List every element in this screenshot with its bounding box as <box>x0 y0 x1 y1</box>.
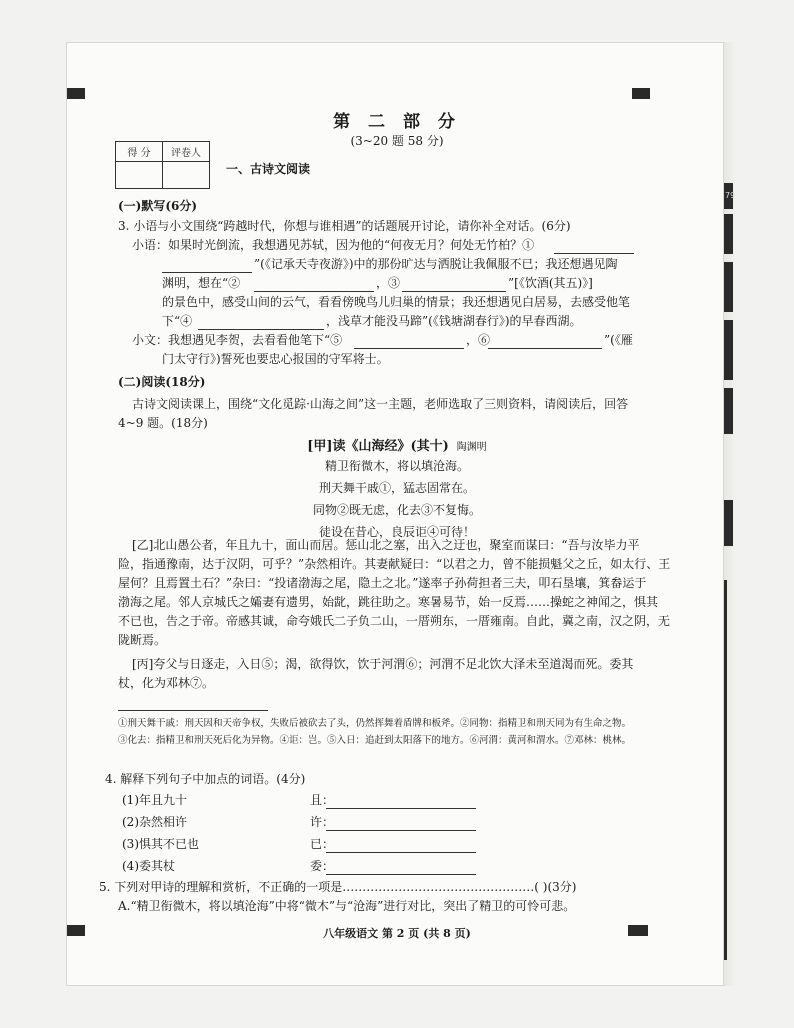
dialogue-line: ，⑥ <box>466 333 491 347</box>
score-box <box>115 141 210 189</box>
dialogue-line: 的景色中，感受山间的云气，看看傍晚鸟儿归巢的情景；我还想遇见白居易，去感受他笔 <box>162 295 631 309</box>
dialogue-line: 下“④ <box>162 314 193 328</box>
edge-tab <box>724 580 727 960</box>
poem-body <box>0 455 794 543</box>
q4-blank-3[interactable] <box>326 839 476 853</box>
q4-word: 许： <box>310 815 335 829</box>
poem-line: 精卫衔微木，将以填沧海。 <box>324 459 469 473</box>
answer-blank-3[interactable] <box>402 278 506 292</box>
dialogue-line: 渊明，想在“② <box>162 276 241 290</box>
passage-line: [丙]夸父与日逐走，入日⑤；渴，欲得饮，饮于河渭⑥；河渭不足北饮大泽未至道渴而死。委其 <box>132 657 634 671</box>
dialogue-line: ”(《记承天寺夜游》)中的那份旷达与洒脱让我佩服不已；我还想遇见陶 <box>254 257 618 271</box>
part-title: (一)默写(6分) <box>118 199 198 213</box>
page-subtitle: (3~20 题 58 分) <box>350 134 444 148</box>
part-title: (二)阅读(18分) <box>118 375 206 389</box>
footnote-rule <box>118 710 268 711</box>
q4-blank-2[interactable] <box>326 817 476 831</box>
q5-option-a: A.“精卫衔微木，将以填沧海”中将“微木”与“沧海”进行对比，突出了精卫的可怜可悲。 <box>118 899 576 913</box>
q4-sentence: (4)委其杖 <box>122 859 175 873</box>
registration-mark-top-left <box>67 88 85 99</box>
poem-title <box>0 435 794 454</box>
dialogue-line: 小文：我想遇见李贺，去看看他笔下“⑤ <box>132 333 343 347</box>
reading-intro: 4~9 题。(18分) <box>118 416 208 430</box>
passage-line: 陇断焉。 <box>118 633 167 647</box>
poem-title-text: [甲]读《山海经》(其十) <box>307 439 449 454</box>
q4-sentence: (1)年且九十 <box>122 793 187 807</box>
poem-line: 刑天舞干戚①，猛志固常在。 <box>318 481 475 495</box>
page-title: 第 二 部 分 <box>333 112 461 132</box>
dialogue-line: 小语：如果时光倒流，我想遇见苏轼，因为他的“何夜无月？何处无竹柏？① <box>132 238 535 252</box>
question-5-stem: 5. 下列对甲诗的理解和赏析，不正确的一项是…………………………………………( )(3分) <box>99 880 577 894</box>
dialogue-line: ”(《雁 <box>604 333 633 347</box>
answer-blank-1-cont[interactable] <box>162 259 252 273</box>
reading-intro: 古诗文阅读课上，围绕“文化觅踪·山海之间”这一主题，老师选取了三则资料，请阅读后，回答 <box>132 397 629 411</box>
passage-line: 杖，化为邓林⑦。 <box>118 676 215 690</box>
passage-line: [乙]北山愚公者，年且九十，面山而居。惩山北之塞，出入之迂也，聚室而谋曰：“吾与汝毕力平 <box>132 538 640 552</box>
grader-label: 评卷人 <box>163 142 210 162</box>
page-footer: 八年级语文 第 2 页 (共 8 页) <box>323 927 471 940</box>
answer-blank-2[interactable] <box>254 278 374 292</box>
edge-tab <box>724 320 733 380</box>
grader-cell[interactable] <box>163 162 210 189</box>
dialogue-line: ，浅草才能没马蹄”(《钱塘湖春行》)的早春西湖。 <box>326 314 582 328</box>
q4-sentence: (3)惧其不已也 <box>122 837 199 851</box>
dialogue-line: ”[《饮酒(其五)》] <box>508 276 593 290</box>
poem-author: 陶渊明 <box>456 442 487 453</box>
answer-blank-4[interactable] <box>198 316 324 330</box>
passage-line: 不已也，告之于帝。帝感其诚，命夸娥氏二子负二山，一厝朔东，一厝雍南。自此，冀之南，汉之阴，无 <box>118 614 671 628</box>
edge-tab <box>724 262 733 312</box>
q4-word: 且： <box>310 793 335 807</box>
q4-sentence: (2)杂然相许 <box>122 815 187 829</box>
dialogue-line: 门太守行》)誓死也要忠心报国的守军将士。 <box>162 352 389 366</box>
edge-tab <box>724 388 733 434</box>
edge-mark-text: 79 <box>725 191 736 200</box>
q4-blank-4[interactable] <box>326 861 476 875</box>
q4-blank-1[interactable] <box>326 795 476 809</box>
question-4-stem: 4. 解释下列句子中加点的词语。(4分) <box>105 772 306 786</box>
passage-line: 渤海之尾。邻人京城氏之孀妻有遗男，始龀，跳往助之。寒暑易节，始一反焉……操蛇之神闻之，惧其 <box>118 595 659 609</box>
q4-word: 已： <box>310 837 335 851</box>
answer-blank-6[interactable] <box>488 335 602 349</box>
poem-line: 徒设在昔心，良辰讵④可待！ <box>318 525 475 539</box>
score-cell[interactable] <box>116 162 163 189</box>
dialogue-line: ，③ <box>376 276 401 290</box>
question-3-stem: 3. 小语与小文围绕“跨越时代，你想与谁相遇”的话题展开讨论，请你补全对话。(6分) <box>118 219 571 233</box>
score-label: 得 分 <box>116 142 163 162</box>
section-title: 一、古诗文阅读 <box>226 162 311 176</box>
registration-mark-top-right <box>632 88 650 99</box>
passage-line: 险，指通豫南，达于汉阴，可乎？”杂然相许。其妻献疑曰：“以君之力，曾不能损魁父之丘，如太行、王 <box>118 557 671 571</box>
answer-blank-1[interactable] <box>554 240 634 254</box>
q4-word: 委： <box>310 859 335 873</box>
answer-blank-5[interactable] <box>354 335 464 349</box>
edge-tab <box>724 183 736 209</box>
poem-line: 同物②既无虑，化去③不复悔。 <box>312 503 481 517</box>
footnotes: ①刑天舞干戚：刑天因和天帝争权，失败后被砍去了头，仍然挥舞着盾牌和板斧。②同物：指精卫和刑天同为有生命之物。③化去：指精卫和刑天死后化为异物。④讵：岂。⑤入日：追赶到太阳落下的地方。⑥河渭：黄河和渭水。⑦邓林：桃林。 <box>118 718 632 746</box>
edge-tab <box>724 214 733 254</box>
passage-line: 屋何？且焉置土石？”杂曰：“投诸渤海之尾，隐土之北。”遂率子孙荷担者三夫，叩石垦壤，箕畚运于 <box>118 576 647 590</box>
